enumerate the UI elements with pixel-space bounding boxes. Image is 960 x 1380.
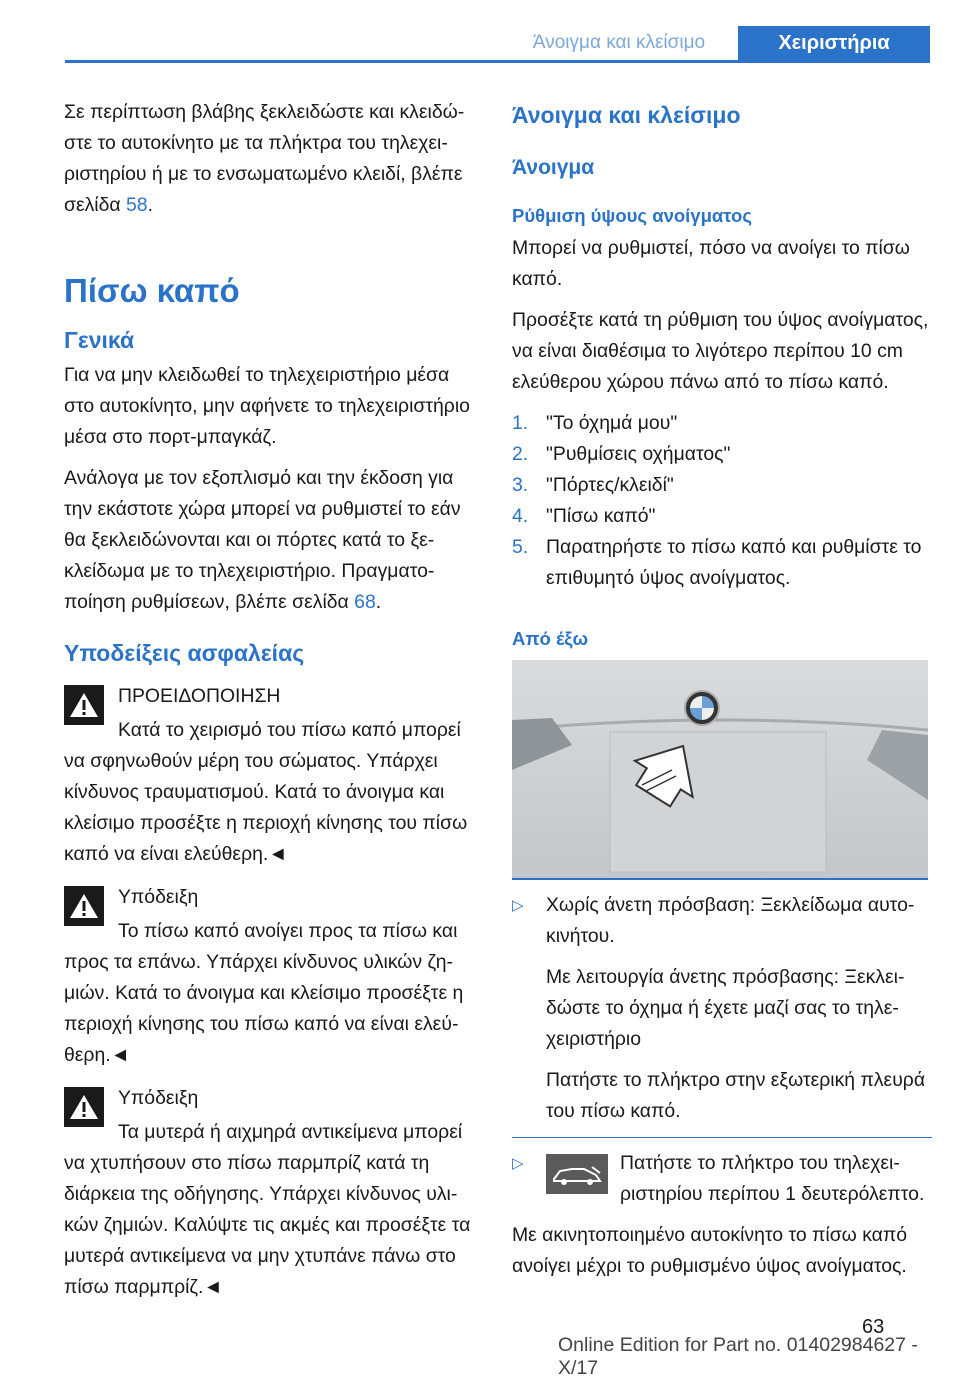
notice-title: Υπόδειξη <box>118 1087 199 1109</box>
step-text: "Ρυθμίσεις οχήματος" <box>546 443 731 465</box>
heading-general: Γενικά <box>64 327 135 353</box>
warning-block <box>64 681 479 870</box>
step-number: 5. <box>512 536 529 558</box>
warning-triangle-icon <box>64 685 104 725</box>
item1-line2: Με λειτουργία άνετης πρόσβασης: Ξεκλειδώστε το όχημα ή έχετε μαζί σας το τηλεχειριστήριο <box>546 966 905 1050</box>
photo-rule <box>512 878 928 880</box>
height-paragraph-2: Προσέξτε κατά τη ρύθμιση του ύψος ανοίγματος, να είναι διαθέσιμα το λιγότερο περίπου 10 cm ελεύθερου χώρου πάνω από το πίσω καπό. <box>512 309 929 393</box>
general-p2-text: Ανάλογα με τον εξοπλισμό και την έκδοση για την εκάστοτε χώρα μπορεί να ρυθμιστεί το εάν θα ξεκλειδώνονται και οι πόρτες κατά το ξεκλείδωμα με το τηλεχειριστήριο. Πραγματοποίηση ρυθμίσεων, βλέπε σελίδα <box>64 467 461 613</box>
header-section-title: Άνοιγμα και κλείσιμο <box>532 32 706 53</box>
step-number: 4. <box>512 505 529 527</box>
page-link-68[interactable]: 68 <box>354 591 376 613</box>
item2-text: Πατήστε το πλήκτρο του τηλεχειριστηρίου περίπου 1 δευτερόλεπτο. <box>620 1152 925 1205</box>
heading-opening: Άνοιγμα <box>512 156 595 179</box>
step-text: "Πίσω καπό" <box>546 505 656 527</box>
step-text: "Το όχημά μου" <box>546 412 678 434</box>
warning-title: ΠΡΟΕΙΔΟΠΟΙΗΣΗ <box>118 685 281 707</box>
item1-line1: Χωρίς άνετη πρόσβαση: Ξεκλείδωμα αυτοκινήτου. <box>546 894 915 947</box>
tailgate-photo <box>512 660 928 878</box>
heading-from-outside: Από έξω <box>512 628 589 649</box>
list-item <box>512 501 932 532</box>
notice-block <box>64 1083 479 1303</box>
step-number: 3. <box>512 474 529 496</box>
heading-opening-closing: Άνοιγμα και κλείσιμο <box>512 102 741 128</box>
general-paragraph-1: Για να μην κλειδωθεί το τηλεχειριστήριο μέσα στο αυτοκίνητο, μην αφήνετε το τηλεχειριστήριο μέσα στο πορτ-μπαγκάζ. <box>64 364 470 448</box>
step-number: 1. <box>512 412 529 434</box>
notice-title: Υπόδειξη <box>118 886 199 908</box>
steps-list <box>512 408 932 594</box>
section-title-tailgate: Πίσω καπό <box>64 272 240 309</box>
right-column <box>512 97 932 1292</box>
intro-tail: . <box>147 194 153 216</box>
warning-triangle-icon <box>64 886 104 926</box>
header-rule <box>65 60 930 63</box>
heading-opening-height: Ρύθμιση ύψους ανοίγματος <box>512 205 752 226</box>
page-number: 63 <box>862 1316 885 1338</box>
heading-safety: Υποδείξεις ασφαλείας <box>64 640 305 666</box>
intro-text: Σε περίπτωση βλάβης ξεκλειδώστε και κλειδώστε το αυτοκίνητο με τα πλήκτρα του τηλεχειριστηρίου ή με το ενσωματωμένο κλειδί, βλέπε σελίδα <box>64 101 465 216</box>
warning-triangle-icon <box>64 1087 104 1127</box>
list-item <box>512 1148 932 1210</box>
list-item <box>512 439 932 470</box>
notice-block <box>64 882 479 1071</box>
triangle-marker-icon: ▷ <box>512 1155 524 1172</box>
step-text: "Πόρτες/κλειδί" <box>546 474 674 496</box>
general-p2-tail: . <box>375 591 382 613</box>
header-chapter-tab: Χειριστήρια <box>738 26 930 60</box>
notice-body: Το πίσω καπό ανοίγει προς τα πίσω και προς τα επάνω. Υπάρχει κίνδυνος υλικών ζημιών. Κατά το άνοιγμα και κλείσιμο προσέξτε η περιοχή κίνησης του πίσω καπό να είναι ελεύθερη.◄ <box>64 920 464 1066</box>
triangle-marker-icon: ▷ <box>512 897 524 914</box>
height-paragraph-1: Μπορεί να ρυθμιστεί, πόσο να ανοίγει το πίσω καπό. <box>512 237 910 290</box>
list-item <box>512 470 932 501</box>
intro-paragraph <box>64 97 479 221</box>
page-link-58[interactable]: 58 <box>126 194 148 216</box>
list-item <box>512 890 932 1127</box>
list-item <box>512 408 932 439</box>
item1-line3: Πατήστε το πλήκτρο στην εξωτερική πλευρά του πίσω καπό. <box>546 1069 926 1122</box>
general-paragraph-2 <box>64 463 479 618</box>
step-text: Παρατηρήστε το πίσω καπό και ρυθμίστε το επιθυμητό ύψος ανοίγματος. <box>546 536 922 589</box>
step-number: 2. <box>512 443 529 465</box>
warning-body: Κατά το χειρισμό του πίσω καπό μπορεί να σφηνωθούν μέρη του σώματος. Υπάρχει κίνδυνος τραυματισμού. Κατά το άνοιγμα και κλείσιμο προσέξτε η περιοχή κίνησης του πίσω καπό να είναι ελεύθερη.◄ <box>64 719 468 865</box>
left-column <box>64 97 479 1315</box>
closing-paragraph: Με ακινητοποιημένο αυτοκίνητο το πίσω καπό ανοίγει μέχρι το ρυθμισμένο ύψος ανοίγματος. <box>512 1224 908 1277</box>
notice-body: Τα μυτερά ή αιχμηρά αντικείμενα μπορεί να χτυπήσουν στο πίσω παρμπρίζ κατά τη διάρκεια της οδήγησης. Υπάρχει κίνδυνος υλικών ζημιών. Καλύψτε τις ακμές και προσέξτε τα μυτερά αντικείμενα να μην χτυπάνε πάνω στο πίσω παρμπρίζ.◄ <box>64 1121 471 1298</box>
item-divider <box>512 1137 932 1138</box>
footer-edition: Online Edition for Part no. 01402984627 - X/17 <box>558 1334 918 1379</box>
list-item <box>512 532 932 594</box>
car-trunk-key-icon <box>546 1154 608 1194</box>
